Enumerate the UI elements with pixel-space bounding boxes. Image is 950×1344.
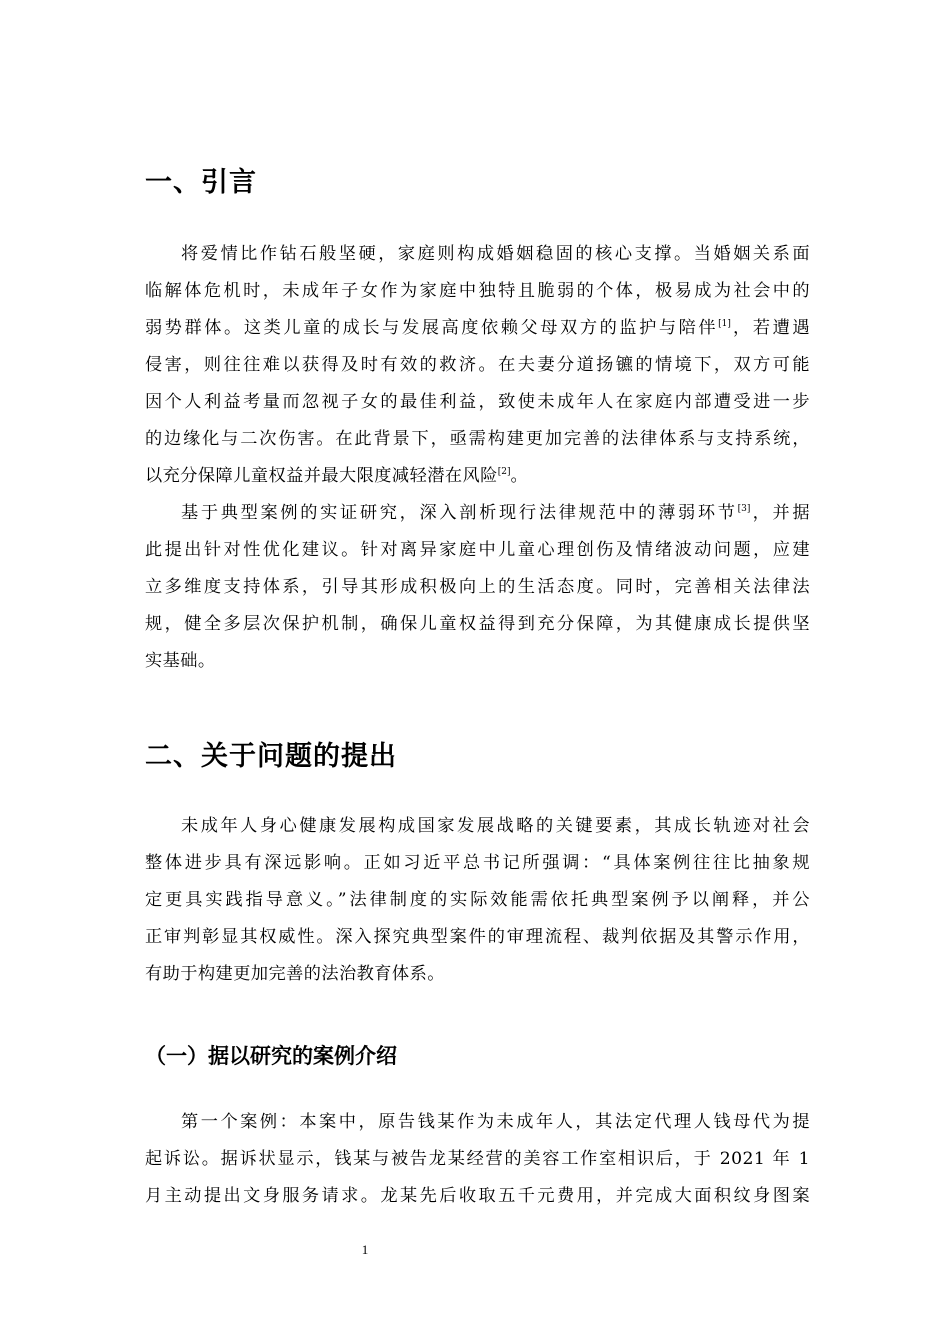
paragraph xyxy=(145,495,810,680)
page-number: 1 xyxy=(361,1242,369,1257)
text-line: 正审判彰显其权威性。深入探究典型案件的审理流程、裁判依据及其警示作用， xyxy=(145,927,810,947)
paragraph xyxy=(145,1104,810,1215)
paragraph xyxy=(145,236,810,495)
citation-marker[interactable]: [2] xyxy=(497,467,511,477)
text-run: ，若遭遇 xyxy=(730,318,810,338)
section-heading-introduction: 一、引言 xyxy=(145,167,257,198)
text-line: 的边缘化与二次伤害。在此背景下，亟需构建更加完善的法律体系与支持系统， xyxy=(145,429,810,449)
paragraph xyxy=(145,808,810,993)
text-run: ，并据 xyxy=(750,503,810,523)
citation-marker[interactable]: [3] xyxy=(737,504,751,514)
subsection-heading-case-intro: （一）据以研究的案例介绍 xyxy=(145,1044,397,1068)
text-line: 月主动提出文身服务请求。龙某先后收取五千元费用，并完成大面积纹身图案 xyxy=(145,1186,810,1206)
text-line: 此提出针对性优化建议。针对离异家庭中儿童心理创伤及情绪波动问题，应建 xyxy=(145,540,810,560)
text-run: 基于典型案例的实证研究，深入剖析现行法律规范中的薄弱环节 xyxy=(181,503,738,523)
text-line: 侵害，则往往难以获得及时有效的救济。在夫妻分道扬镳的情境下，双方可能 xyxy=(145,355,810,375)
text-line: 临解体危机时，未成年子女作为家庭中独特且脆弱的个体，极易成为社会中的 xyxy=(145,281,810,301)
text-line xyxy=(145,495,810,532)
text-run: 弱势群体。这类儿童的成长与发展高度依赖父母双方的监护与陪伴 xyxy=(145,318,719,338)
text-line: 有助于构建更加完善的法治教育体系。 xyxy=(145,964,445,984)
citation-marker[interactable]: [1] xyxy=(718,319,731,329)
section-heading-problem: 二、关于问题的提出 xyxy=(145,741,397,772)
text-line: 第一个案例：本案中，原告钱某作为未成年人，其法定代理人钱母代为提 xyxy=(181,1112,810,1132)
text-line: 实基础。 xyxy=(145,651,216,671)
text-line: 立多维度支持体系，引导其形成积极向上的生活态度。同时，完善相关法律法 xyxy=(145,577,810,597)
text-line: 未成年人身心健康发展构成国家发展战略的关键要素，其成长轨迹对社会 xyxy=(181,816,810,836)
text-line: 规，健全多层次保护机制，确保儿童权益得到充分保障，为其健康成长提供坚 xyxy=(145,614,810,634)
text-line: 整体进步具有深远影响。正如习近平总书记所强调：“具体案例往往比抽象规 xyxy=(145,853,810,873)
text-run: 。 xyxy=(510,466,529,486)
text-line: 起诉讼。据诉状显示，钱某与被告龙某经营的美容工作室相识后，于 2021 年 1 xyxy=(145,1149,810,1169)
text-line xyxy=(145,458,810,495)
text-line: 因个人利益考量而忽视子女的最佳利益，致使未成年人在家庭内部遭受进一步 xyxy=(145,392,810,412)
text-line xyxy=(145,310,810,347)
text-run: 以充分保障儿童权益并最大限度减轻潜在风险 xyxy=(145,466,498,486)
text-line: 定更具实践指导意义。”法律制度的实际效能需依托典型案例予以阐释，并公 xyxy=(145,890,810,910)
text-line: 将爱情比作钻石般坚硬，家庭则构成婚姻稳固的核心支撑。当婚姻关系面 xyxy=(181,244,810,264)
